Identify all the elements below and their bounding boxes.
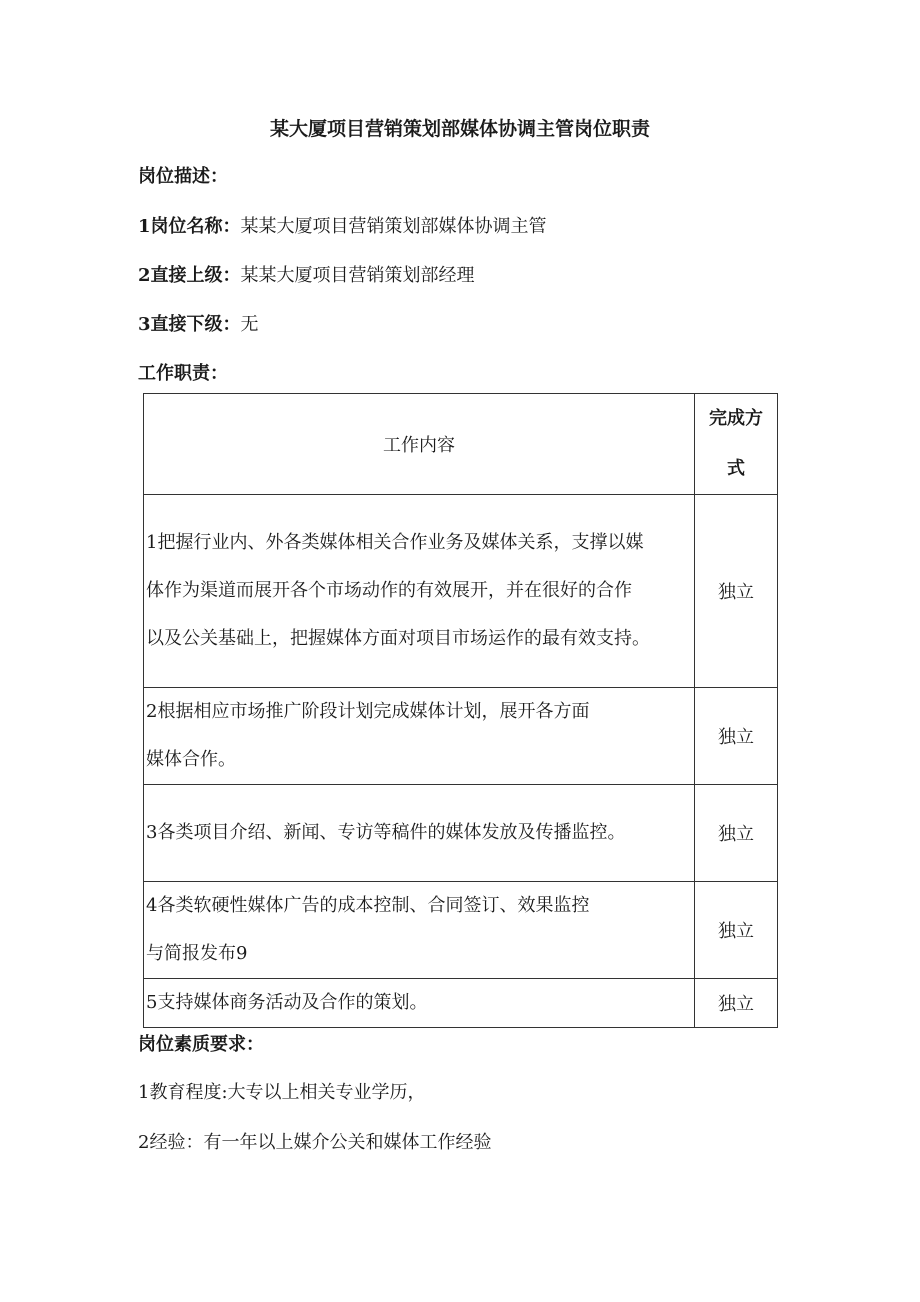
header-mode-line2: 式 [727, 458, 745, 479]
duty-line: 与简报发布9 [146, 943, 248, 964]
duty-mode: 独立 [695, 688, 778, 785]
duty-line: 4各类软硬性媒体广告的成本控制、合同签订、效果监控 [146, 895, 590, 916]
duty-mode: 独立 [695, 495, 778, 688]
duty-line: 体作为渠道而展开各个市场动作的有效展开，并在很好的合作 [146, 580, 632, 601]
direct-subordinate-value: 无 [240, 314, 259, 335]
duty-content [144, 495, 695, 688]
duties-heading: 工作职责： [138, 363, 228, 384]
table-header-row [144, 394, 778, 495]
duty-line: 2根据相应市场推广阶段计划完成媒体计划，展开各方面 [146, 701, 590, 722]
duty-content [144, 785, 695, 882]
education-line: 1教育程度:大专以上相关专业学历， [138, 1082, 426, 1103]
duties-table [143, 393, 778, 1028]
duty-mode: 独立 [695, 882, 778, 979]
experience-line: 2经验：有一年以上媒介公关和媒体工作经验 [138, 1132, 492, 1153]
duty-content [144, 688, 695, 785]
duty-line: 3各类项目介绍、新闻、专访等稿件的媒体发放及传播监控。 [146, 822, 626, 843]
direct-superior-label: 2直接上级： [138, 265, 241, 286]
table-row [144, 688, 778, 785]
direct-subordinate-line [138, 310, 259, 336]
description-heading: 岗位描述： [138, 166, 228, 187]
duty-content [144, 979, 695, 1028]
position-name-label: 1岗位名称： [138, 216, 241, 237]
direct-superior-value: 某某大厦项目营销策划部经理 [240, 265, 475, 286]
table-row [144, 979, 778, 1028]
duty-mode: 独立 [695, 785, 778, 882]
duty-content [144, 882, 695, 979]
duty-line: 5支持媒体商务活动及合作的策划。 [146, 992, 428, 1013]
duty-line: 1把握行业内、外各类媒体相关合作业务及媒体关系，支撑以媒 [146, 532, 644, 553]
position-name-value: 某某大厦项目营销策划部媒体协调主管 [240, 216, 547, 237]
table-row [144, 495, 778, 688]
table-row [144, 785, 778, 882]
table-row [144, 882, 778, 979]
duty-line: 以及公关基础上，把握媒体方面对项目市场运作的最有效支持。 [146, 628, 650, 649]
direct-superior-line [138, 261, 475, 287]
header-mode-line1: 完成方 [709, 408, 763, 429]
requirements-heading: 岗位素质要求： [138, 1034, 264, 1055]
position-name-line [138, 212, 547, 238]
duty-mode: 独立 [695, 979, 778, 1028]
direct-subordinate-label: 3直接下级： [138, 314, 241, 335]
header-mode [695, 394, 778, 495]
header-content: 工作内容 [144, 394, 695, 495]
document-title: 某大厦项目营销策划部媒体协调主管岗位职责 [269, 118, 650, 140]
duty-line: 媒体合作。 [146, 749, 236, 770]
